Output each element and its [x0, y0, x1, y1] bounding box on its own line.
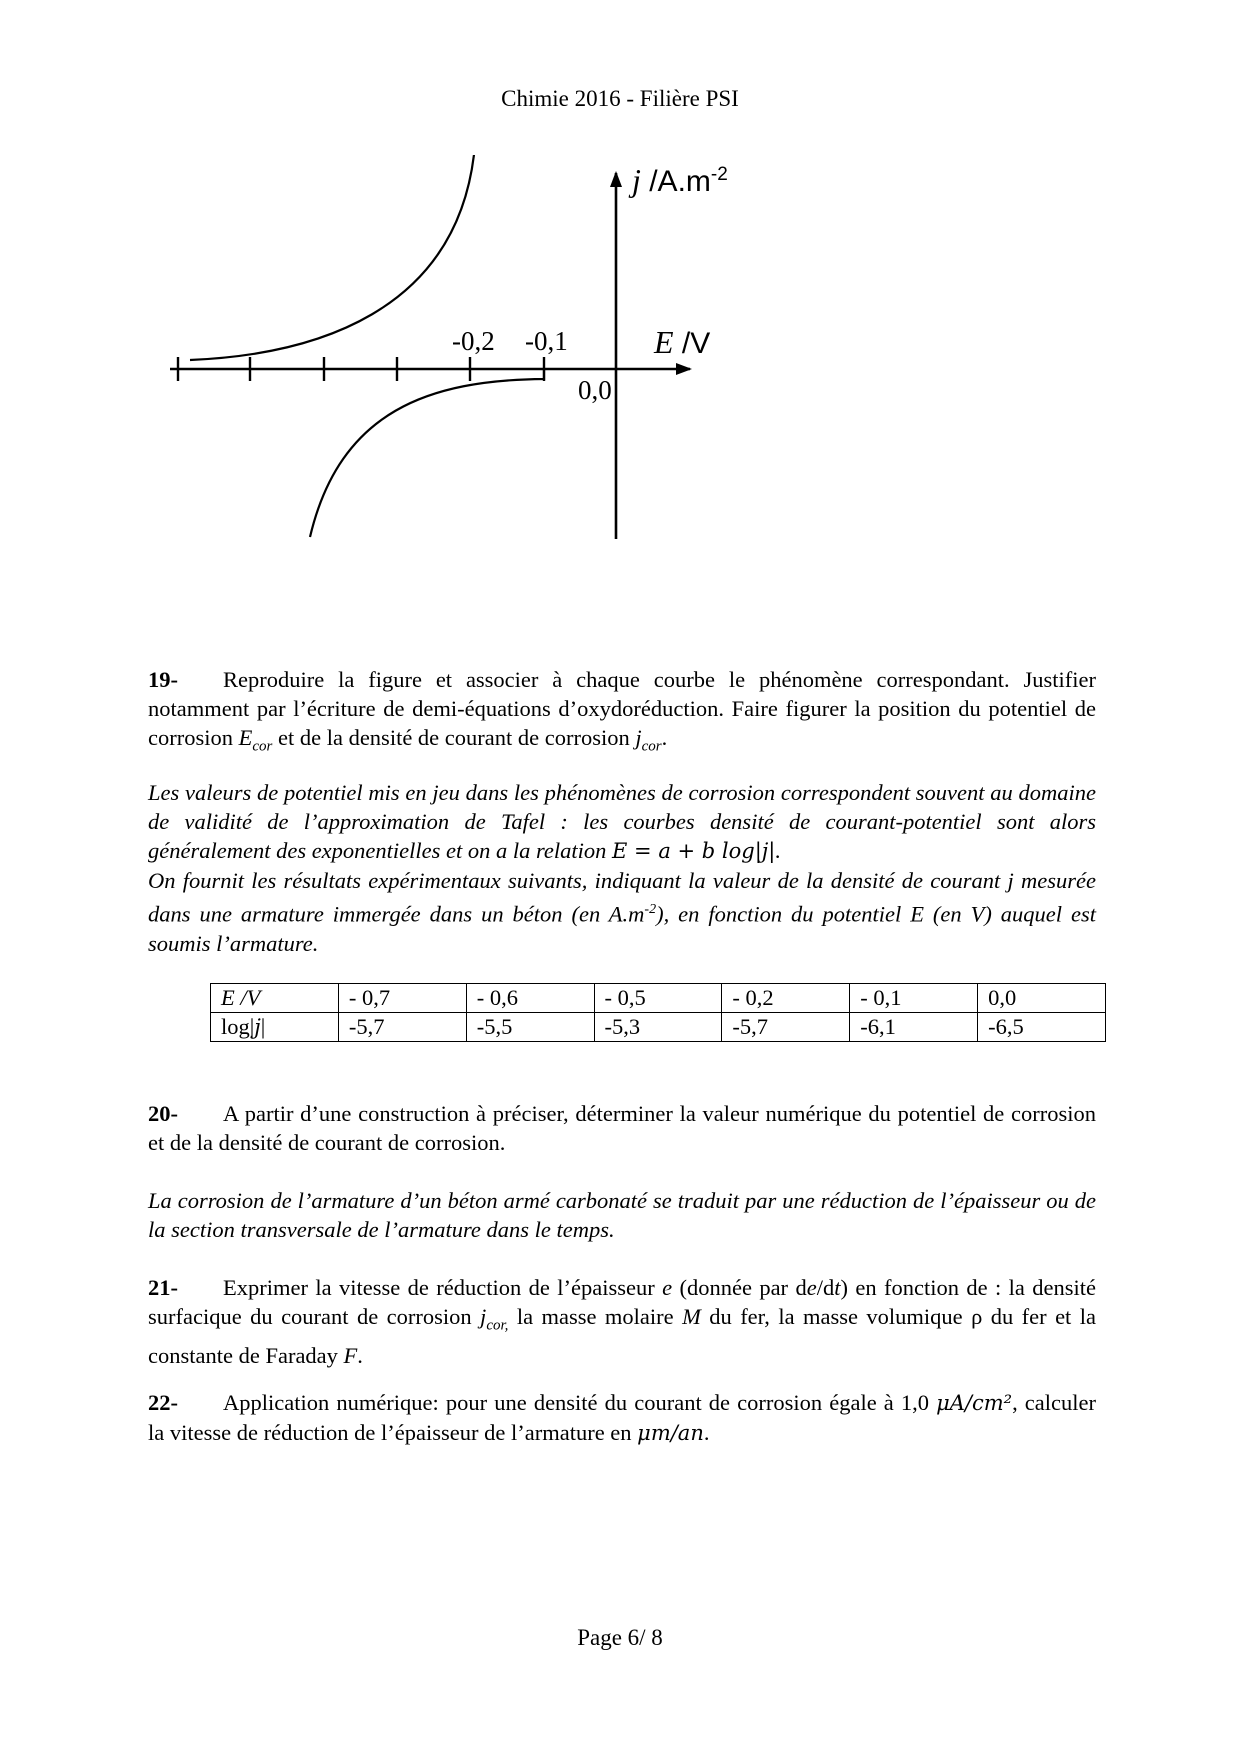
page-footer: Page 6/ 8: [577, 1625, 663, 1650]
q21-text: ) en fonction de : la densité surfacique du courant de corrosion: [148, 1275, 1096, 1329]
table-cell: - 0,2: [722, 984, 850, 1013]
cathodic-curve: [310, 369, 544, 537]
e-symbol: e: [806, 1275, 817, 1300]
q20-text: A partir d’une construction à préciser, déterminer la valeur numérique du potentiel de corrosion et de la densité de courant de corrosion.: [148, 1101, 1096, 1155]
intro-tafel: [148, 778, 1096, 958]
unit-speed: μm/an: [637, 1421, 704, 1445]
log-label-suffix: |: [260, 1014, 266, 1039]
m-symbol: M: [682, 1304, 701, 1329]
y-axis-unit-exponent: -2: [710, 164, 728, 185]
table-cell: 0,0: [978, 984, 1106, 1013]
q22-text: Application numérique: pour une densité du courant de corrosion égale à 1,0: [223, 1390, 937, 1415]
question-21: [148, 1273, 1096, 1370]
y-axis-label: [632, 162, 728, 199]
tick-label: -0,1: [525, 326, 568, 356]
table-cell: E /V: [211, 984, 339, 1013]
data-table: [210, 983, 1106, 1042]
q21-text: (donnée par d: [672, 1275, 807, 1300]
j-cor-subscript: cor: [641, 738, 662, 755]
table-cell: [211, 1013, 339, 1042]
q21-text: /d: [816, 1275, 835, 1300]
j-cor-symbol: j: [480, 1304, 487, 1329]
table-cell: -5,7: [338, 1013, 466, 1042]
question-20: [148, 1099, 1096, 1157]
table-cell: -5,3: [594, 1013, 722, 1042]
j-cor-subscript: cor,: [486, 1317, 509, 1334]
question-number: 21-: [148, 1275, 178, 1300]
t-symbol: t: [834, 1275, 841, 1300]
e-cor-subscript: cor: [252, 738, 273, 755]
unit-current-density: μA/cm²: [936, 1391, 1013, 1415]
intro-tafel-text: .: [775, 838, 781, 863]
q21-text: du fer, la masse volumique ρ du fer et la constante de Faraday: [148, 1304, 1096, 1368]
table-cell: - 0,6: [466, 984, 594, 1013]
x-axis-unit: /V: [673, 327, 711, 360]
y-axis-symbol: j: [632, 162, 641, 198]
table-cell: - 0,1: [850, 984, 978, 1013]
figure-svg: [170, 155, 830, 605]
table-row: [211, 984, 1106, 1013]
question-number: 20-: [148, 1101, 178, 1126]
table-cell: -6,5: [978, 1013, 1106, 1042]
unit-exponent: -2: [644, 902, 657, 917]
e-symbol: e: [662, 1275, 673, 1300]
table-cell: -6,1: [850, 1013, 978, 1042]
tick-label: -0,2: [452, 326, 495, 356]
table-row: [211, 1013, 1106, 1042]
x-axis-symbol: E: [654, 324, 674, 360]
page-header: Chimie 2016 - Filière PSI: [501, 86, 739, 111]
log-label-prefix: log|: [221, 1014, 255, 1039]
table-cell: -5,5: [466, 1013, 594, 1042]
q21-text: Exprimer la vitesse de réduction de l’épaisseur: [223, 1275, 663, 1300]
intro-beton: [148, 1186, 1096, 1244]
f-symbol: F: [343, 1342, 358, 1368]
table-cell: - 0,7: [338, 984, 466, 1013]
q19-text: et de la densité de courant de corrosion: [272, 725, 636, 750]
intro-tafel-text: Les valeurs de potentiel mis en jeu dans les phénomènes de corrosion correspondent souvent au domaine de validité de l’approximation de Tafel : les courbes densité de courant-potentiel sont alors généralement des exponentielles et on a la relation: [148, 780, 1096, 863]
tick-label: 0,0: [578, 375, 612, 405]
figure-j-vs-e: [170, 155, 830, 605]
intro-tafel-text: On fournit les résultats expérimentaux suivants, indiquant la valeur de la densité de courant j mesurée dans une armature immergée dans un béton (en A.m: [148, 868, 1096, 927]
q22-text: .: [703, 1420, 710, 1445]
question-number: 22-: [148, 1390, 178, 1415]
x-axis-label: [654, 324, 710, 361]
question-19: [148, 665, 1096, 762]
j-cor-symbol: j: [635, 725, 642, 750]
question-22: [148, 1388, 1096, 1448]
table-cell: - 0,5: [594, 984, 722, 1013]
anodic-curve: [190, 155, 475, 360]
q19-text: Reproduire la figure et associer à chaque courbe le phénomène correspondant. Justifier notamment par l’écriture de demi-équations d’oxydoréduction. Faire figurer la position du potentiel de corrosion: [148, 667, 1096, 750]
q19-text: .: [661, 725, 668, 750]
y-axis-unit: /A.m: [640, 165, 711, 198]
table-cell: -5,7: [722, 1013, 850, 1042]
log-label-symbol: j: [254, 1015, 261, 1039]
e-cor-symbol: E: [238, 725, 253, 750]
intro-tafel-text: ), en fonction du potentiel E (en V) auquel est soumis l’armature.: [148, 901, 1096, 956]
q21-text: .: [357, 1342, 363, 1368]
tafel-equation: E = a + b log|j|: [612, 839, 776, 863]
q21-text: la masse molaire: [508, 1304, 683, 1329]
intro-beton-text: La corrosion de l’armature d’un béton armé carbonaté se traduit par une réduction de l’épaisseur ou de la section transversale de l’armature dans le temps.: [148, 1188, 1096, 1242]
q22-text: , calculer la vitesse de réduction de l’épaisseur de l’armature en: [148, 1390, 1096, 1445]
question-number: 19-: [148, 667, 178, 692]
